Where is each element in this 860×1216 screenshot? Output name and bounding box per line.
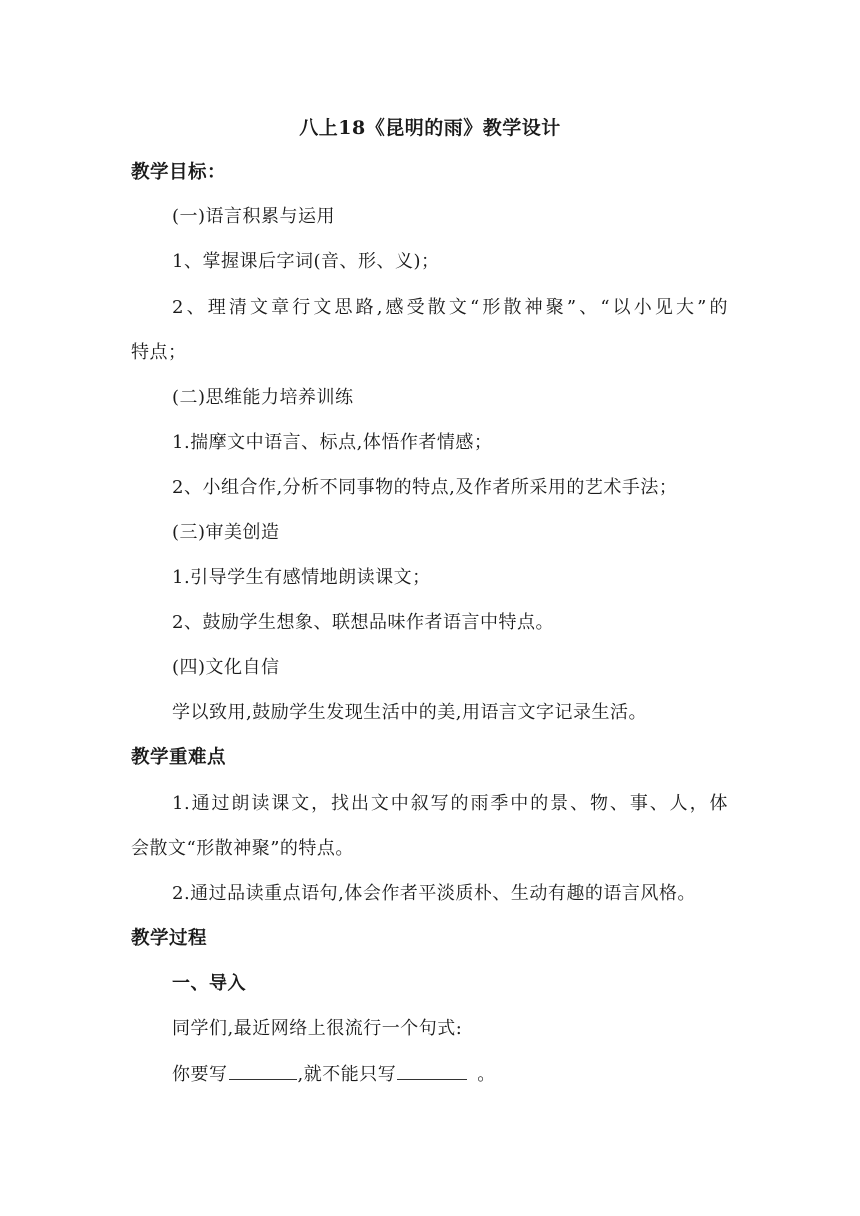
objectives-section-3-item-2: 2、鼓励学生想象、联想品味作者语言中特点。 [172, 612, 554, 633]
objectives-section-2-item-1: 1.揣摩文中语言、标点,体悟作者情感； [172, 432, 493, 453]
process-step-1-title: 一、导入 [172, 973, 246, 994]
fill-blank-1 [229, 1062, 297, 1080]
objectives-section-2-title: (二)思维能力培养训练 [172, 387, 354, 408]
objectives-section-4-item-1: 学以致用,鼓励学生发现生活中的美,用语言文字记录生活。 [172, 702, 647, 723]
keypoints-item-1-line-2: 会散文“形散神聚”的特点。 [131, 838, 354, 859]
process-step-1-line-1: 同学们,最近网络上很流行一个句式: [172, 1018, 463, 1039]
keypoints-heading: 教学重难点 [131, 747, 227, 768]
keypoints-item-2: 2.通过品读重点语句,体会作者平淡质朴、生动有趣的语言风格。 [172, 883, 696, 904]
process-heading: 教学过程 [131, 928, 208, 949]
objectives-section-1-item-1: 1、掌握课后字词(音、形、义)； [172, 251, 440, 272]
objectives-section-3-title: (三)审美创造 [172, 522, 280, 543]
objectives-section-1-title: (一)语言积累与运用 [172, 206, 336, 227]
objectives-heading: 教学目标： [131, 162, 227, 183]
sentence-part-2: ,就不能只写 [297, 1064, 397, 1085]
objectives-section-1-item-2-line-2: 特点； [131, 342, 187, 363]
objectives-section-2-item-2: 2、小组合作,分析不同事物的特点,及作者所采用的艺术手法； [172, 477, 678, 498]
sentence-part-3: 。 [477, 1064, 496, 1085]
objectives-section-4-title: (四)文化自信 [172, 657, 280, 678]
keypoints-item-1-line-1: 1.通过朗读课文，找出文中叙写的雨季中的景、物、事、人，体 [172, 793, 728, 814]
fill-blank-2 [397, 1062, 467, 1080]
document-title: 八上18《昆明的雨》教学设计 [299, 117, 561, 139]
process-step-1-line-2 [172, 1062, 496, 1087]
sentence-part-1: 你要写 [172, 1064, 228, 1085]
objectives-section-3-item-1: 1.引导学生有感情地朗读课文； [172, 567, 431, 588]
objectives-section-1-item-2-line-1: 2、理清文章行文思路,感受散文“形散神聚”、“以小见大”的 [172, 297, 728, 318]
